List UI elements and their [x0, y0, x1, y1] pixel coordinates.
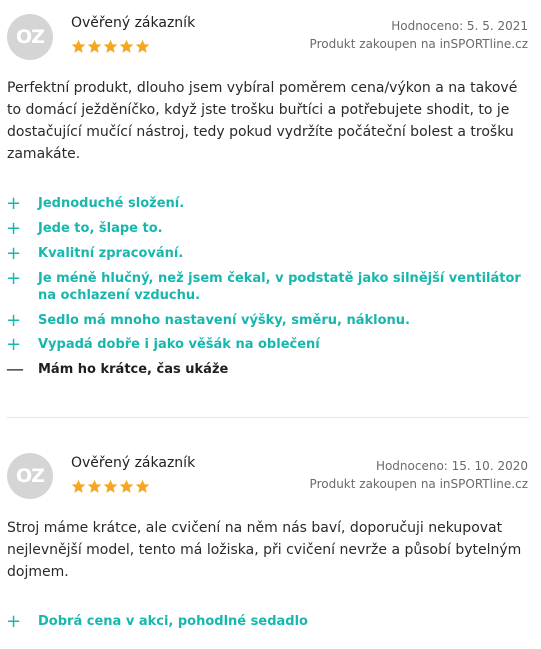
- star-icon: [71, 479, 86, 494]
- avatar: OZ: [7, 453, 53, 499]
- star-rating: [71, 39, 150, 54]
- review-author: Ověřený zákazník: [71, 15, 196, 31]
- plus-icon: +: [6, 268, 22, 289]
- review-text: Stroj máme krátce, ale cvičení na něm nás baví, doporučuji nekupovat nejlevnější model, tento má ložiska, při cvičení nevrže a působí bytelným dojmem.: [7, 520, 522, 580]
- star-icon: [103, 479, 118, 494]
- pro-text: Kvalitní zpracování.: [38, 246, 184, 261]
- plus-icon: +: [6, 334, 22, 355]
- review-date: Hodnoceno: 15. 10. 2020: [375, 459, 528, 473]
- pro-text: Jednoduché složení.: [38, 196, 185, 211]
- purchase-source: Produkt zakoupen na inSPORTline.cz: [309, 477, 528, 491]
- star-icon: [119, 39, 134, 54]
- review-meta: [310, 17, 528, 53]
- review-meta: [310, 457, 528, 493]
- star-icon: [135, 479, 150, 494]
- pro-text: Jede to, šlape to.: [38, 221, 163, 236]
- plus-icon: +: [6, 218, 22, 239]
- minus-icon: —: [6, 359, 24, 380]
- review-author: Ověřený zákazník: [71, 455, 196, 471]
- con-text: Mám ho krátce, čas ukáže: [38, 362, 229, 377]
- avatar: OZ: [7, 14, 53, 60]
- purchase-source: Produkt zakoupen na inSPORTline.cz: [309, 37, 528, 51]
- plus-icon: +: [6, 611, 22, 632]
- plus-icon: +: [6, 193, 22, 214]
- review-text: Perfektní produkt, dlouho jsem vybíral poměrem cena/výkon a na takové to domácí ježděníčko, když jste trošku buřtíci a potřebujete shodit, to je dostačující mučící nástroj, tedy pokud vydržíte počáteční bolest a trošku zamakáte.: [7, 80, 518, 162]
- review-divider: [7, 417, 529, 418]
- star-icon: [87, 479, 102, 494]
- star-icon: [71, 39, 86, 54]
- star-rating: [71, 479, 150, 494]
- plus-icon: +: [6, 310, 22, 331]
- plus-icon: +: [6, 243, 22, 264]
- star-icon: [103, 39, 118, 54]
- pro-text: Vypadá dobře i jako věšák na oblečení: [38, 337, 320, 352]
- star-icon: [87, 39, 102, 54]
- review-date: Hodnoceno: 5. 5. 2021: [391, 19, 528, 33]
- star-icon: [135, 39, 150, 54]
- star-icon: [119, 479, 134, 494]
- pro-text: Dobrá cena v akci, pohodlné sedadlo: [38, 614, 308, 629]
- pro-text: Je méně hlučný, než jsem čekal, v podstatě jako silnější ventilátor na ochlazení vzduchu.: [38, 271, 521, 303]
- pro-text: Sedlo má mnoho nastavení výšky, směru, náklonu.: [38, 313, 410, 328]
